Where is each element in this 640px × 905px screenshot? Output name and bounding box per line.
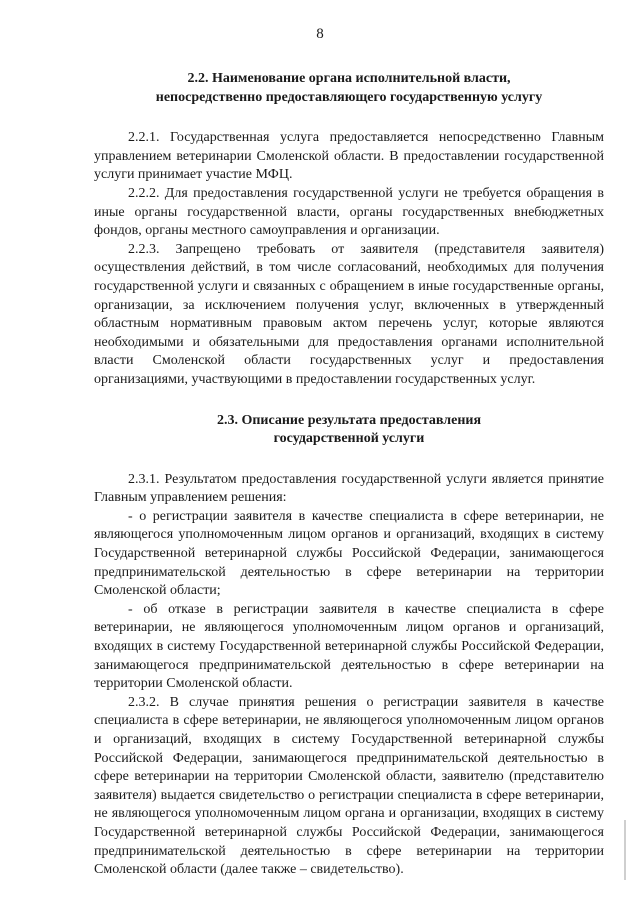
paragraph-2-2-3: 2.2.3. Запрещено требовать от заявителя (представителя заявителя) осуществления действий, в том числе согласований, необходимых для получения государственной услуги и связанных с обращением в иные государственные органы, организации, за исключением получения услуг, включенных в утвержденный областным нормативным правовым актом перечень услуг, которые являются необходимыми и обязательными для предоставления органами исполнительной власти Смоленской области государственных услуг и предоставления организациями, участвующими в предоставлении государственных услуг. bbox=[94, 241, 604, 387]
section-2-2 bbox=[94, 70, 604, 390]
page-number: 8 bbox=[316, 26, 324, 42]
heading-line: непосредственно предоставляющего государственную услугу bbox=[155, 89, 543, 105]
paragraph-2-3-1: 2.3.1. Результатом предоставления государственной услуги является принятие Главным управлением решения: bbox=[94, 471, 604, 506]
list-item-refusal: - об отказе в регистрации заявителя в качестве специалиста в сфере ветеринарии, не являющегося уполномоченным лицом органов и организаций, входящих в систему Государственной ветеринарной службы Российской Федерации, занимающегося предпринимательской деятельностью в сфере ветеринарии на территории Смоленской области. bbox=[94, 601, 604, 692]
section-2-3 bbox=[94, 412, 604, 880]
heading-line: 2.3. Описание результата предоставления bbox=[216, 412, 482, 428]
paragraph-2-2-1: 2.2.1. Государственная услуга предоставляется непосредственно Главным управлением ветеринарии Смоленской области. В предоставлении государственной услуги принимает участие МФЦ. bbox=[94, 130, 604, 183]
list-item-registration: - о регистрации заявителя в качестве специалиста в сфере ветеринарии, не являющегося уполномоченным лицом органов и организаций, входящих в систему Государственной ветеринарной службы Российской Федерации, занимающегося предпринимательской деятельностью в сфере ветеринарии на территории Смоленской области; bbox=[94, 508, 604, 599]
heading-line: 2.2. Наименование органа исполнительной власти, bbox=[187, 71, 511, 86]
section-heading bbox=[94, 412, 604, 449]
paragraph-2-2-2: 2.2.2. Для предоставления государственной услуги не требуется обращения в иные органы государственной власти, органы государственных внебюджетных фондов, органы местного самоуправления и организации. bbox=[94, 185, 604, 239]
section-heading bbox=[94, 70, 604, 107]
heading-line: государственной услуги bbox=[273, 431, 425, 447]
document-body bbox=[94, 70, 604, 880]
section-spacer bbox=[94, 390, 604, 412]
scan-edge-mark bbox=[624, 820, 626, 880]
paragraph-2-3-2: 2.3.2. В случае принятия решения о регистрации заявителя в качестве специалиста в сфере ветеринарии, не являющегося уполномоченным лицом органов и организаций, входящих в систему Государственной ветеринарной службы Российской Федерации, занимающегося предпринимательской деятельностью в сфере ветеринарии на территории Смоленской области, заявителю (представителю заявителя) выдается свидетельство о регистрации специалиста в сфере ветеринарии, не являющегося уполномоченным лицом органа и организации, входящих в систему Государственной ветеринарной службы Российской Федерации, занимающегося предпринимательской деятельностью в сфере ветеринарии на территории Смоленской области (далее также – свидетельство). bbox=[94, 694, 604, 878]
